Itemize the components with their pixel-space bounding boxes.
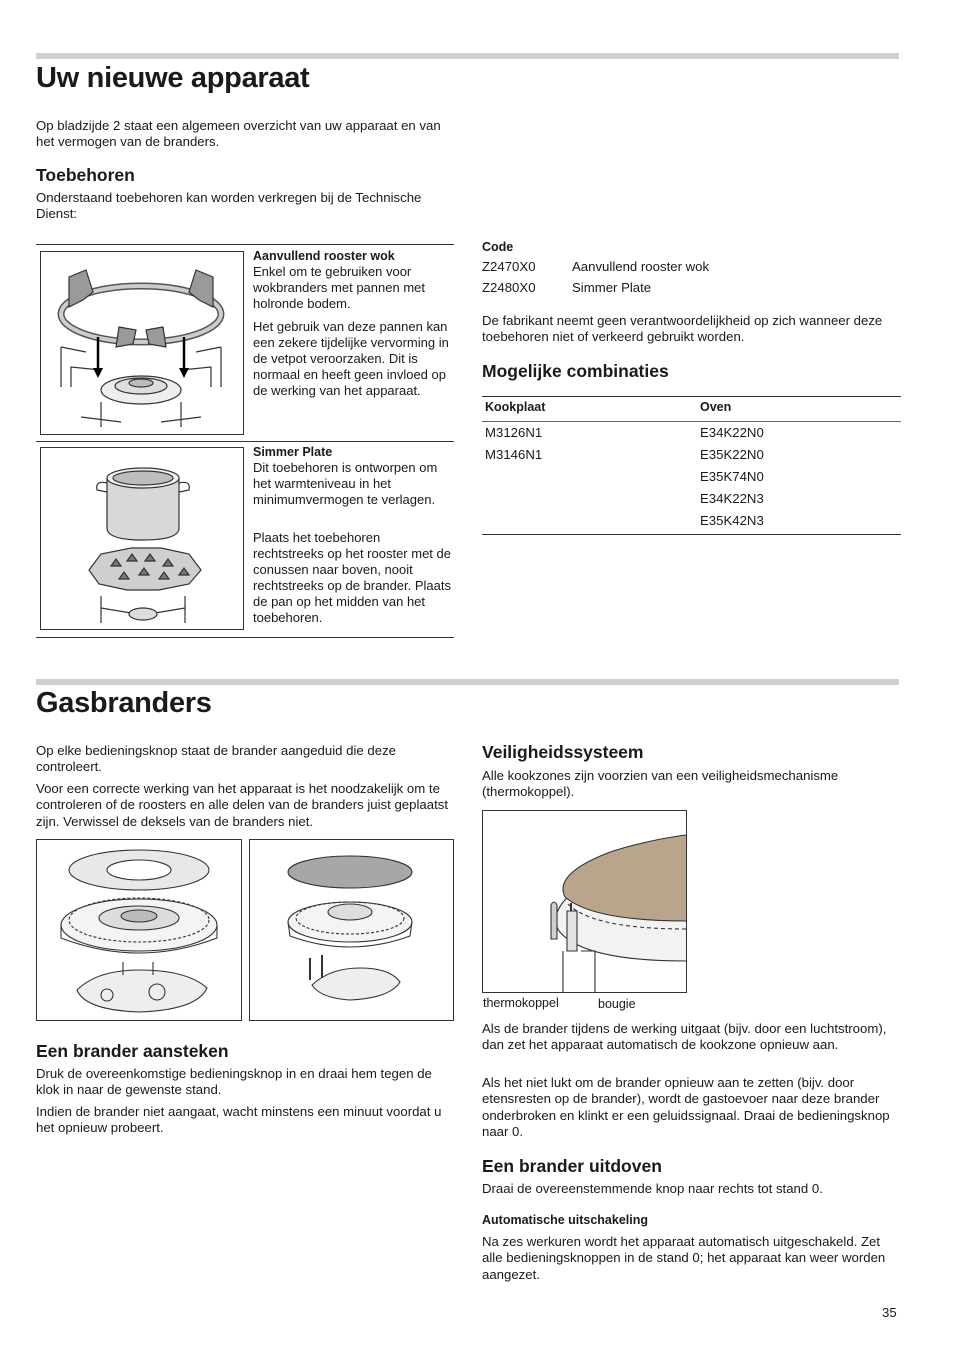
code-value: Z2470X0 <box>482 259 536 274</box>
accessory-title-wok: Aanvullend rooster wok <box>253 249 395 263</box>
accessory-divider <box>36 441 454 442</box>
page-number: 35 <box>882 1305 897 1320</box>
safety-text-2: Als de brander tijdens de werking uitgaat (bijv. door een luchtstroom), dan zet het apparaat automatisch de kookzone opnieuw aan. <box>482 1021 887 1053</box>
thermocouple-illustration <box>482 810 687 993</box>
safety-heading: Veiligheidssysteem <box>482 742 644 762</box>
safety-text-3: Als het niet lukt om de brander opnieuw aan te zetten (bijv. door etensresten op de brander), wordt de gastoevoer naar deze brander onderbroken en klinkt er een geluidssignaal. Draai de bedieningsknop naar 0. <box>482 1075 890 1140</box>
label-thermocouple: thermokoppel <box>483 996 559 1010</box>
code-header: Code <box>482 240 514 254</box>
oven-model: E35K22N0 <box>700 447 764 462</box>
burners-intro-2: Voor een correcte werking van het apparaat is het noodzakelijk om te controleren of de roosters en alle delen van de branders juist geplaatst zijn. Verwissel de deksels van de branders niet. <box>36 781 448 829</box>
burner-cap-illustration <box>249 839 454 1021</box>
oven-model: E34K22N3 <box>700 491 764 506</box>
section-divider <box>36 679 899 685</box>
wok-rack-illustration <box>40 251 244 435</box>
extinguish-heading: Een brander uitdoven <box>482 1156 662 1176</box>
autooff-text: Na zes werkuren wordt het apparaat automatisch uitgeschakeld. Zet alle bedieningsknoppen in de stand 0; het apparaat kan weer worden aangezet. <box>482 1234 886 1282</box>
accessories-intro: Onderstaand toebehoren kan worden verkregen bij de Technische Dienst: <box>36 190 422 222</box>
section-title-new-appliance: Uw nieuwe apparaat <box>36 62 310 94</box>
code-description: Simmer Plate <box>572 280 652 295</box>
combinations-heading: Mogelijke combinaties <box>482 361 669 381</box>
ignite-text-1: Druk de overeenkomstige bedieningsknop in en draai hem tegen de klok in naar de gewenste stand. <box>36 1066 432 1098</box>
manufacturer-disclaimer: De fabrikant neemt geen verantwoordelijkheid op zich wanneer deze toebehoren niet of verkeerd gebruikt worden. <box>482 313 883 345</box>
cooktop-model: M3146N1 <box>485 447 543 462</box>
oven-model: E34K22N0 <box>700 425 764 440</box>
oven-model: E35K74N0 <box>700 469 764 484</box>
label-spark-plug: bougie <box>598 997 636 1011</box>
section-title-gas-burners: Gasbranders <box>36 687 212 719</box>
autooff-heading: Automatische uitschakeling <box>482 1213 649 1227</box>
oven-model: E35K42N3 <box>700 513 764 528</box>
column-header-oven: Oven <box>700 400 732 414</box>
table-header-rule <box>482 421 901 422</box>
burners-intro-1: Op elke bedieningsknop staat de brander aangeduid die deze controleert. <box>36 743 396 775</box>
accessory-divider <box>36 637 454 638</box>
ignite-text-2: Indien de brander niet aangaat, wacht minstens een minuut voordat u het opnieuw probeert. <box>36 1104 442 1136</box>
accessory-simmer-text-1: Dit toebehoren is ontworpen om het warmteniveau in het minimumvermogen te verlagen. <box>253 460 438 507</box>
safety-text-1: Alle kookzones zijn voorzien van een veiligheidsmechanisme (thermokoppel). <box>482 768 839 800</box>
code-description: Aanvullend rooster wok <box>572 259 710 274</box>
column-header-cooktop: Kookplaat <box>485 400 546 414</box>
cooktop-model: M3126N1 <box>485 425 543 440</box>
code-value: Z2480X0 <box>482 280 536 295</box>
accessory-wok-text-1: Enkel om te gebruiken voor wokbranders met pannen met holronde bodem. <box>253 264 425 311</box>
accessories-heading: Toebehoren <box>36 165 135 185</box>
section-divider <box>36 53 899 59</box>
table-bottom-rule <box>482 534 901 535</box>
intro-text: Op bladzijde 2 staat een algemeen overzicht van uw apparaat en van het vermogen van de branders. <box>36 118 441 150</box>
simmer-plate-illustration <box>40 447 244 630</box>
ignite-heading: Een brander aansteken <box>36 1041 229 1061</box>
accessory-divider <box>36 244 454 245</box>
accessory-title-simmer: Simmer Plate <box>253 445 333 459</box>
burner-exploded-illustration <box>36 839 242 1021</box>
table-top-rule <box>482 396 901 397</box>
accessory-simmer-text-2: Plaats het toebehoren rechtstreeks op het rooster met de conussen naar boven, nooit rechtstreeks op de brander. Plaats de pan op het midden van het toebehoren. <box>253 530 452 625</box>
accessory-wok-text-2: Het gebruik van deze pannen kan een zekere tijdelijke vervorming in de vetpot veroorzaken. Dit is normaal en heeft geen invloed op de werking van het apparaat. <box>253 319 449 398</box>
extinguish-text: Draai de overeenstemmende knop naar rechts tot stand 0. <box>482 1181 823 1196</box>
